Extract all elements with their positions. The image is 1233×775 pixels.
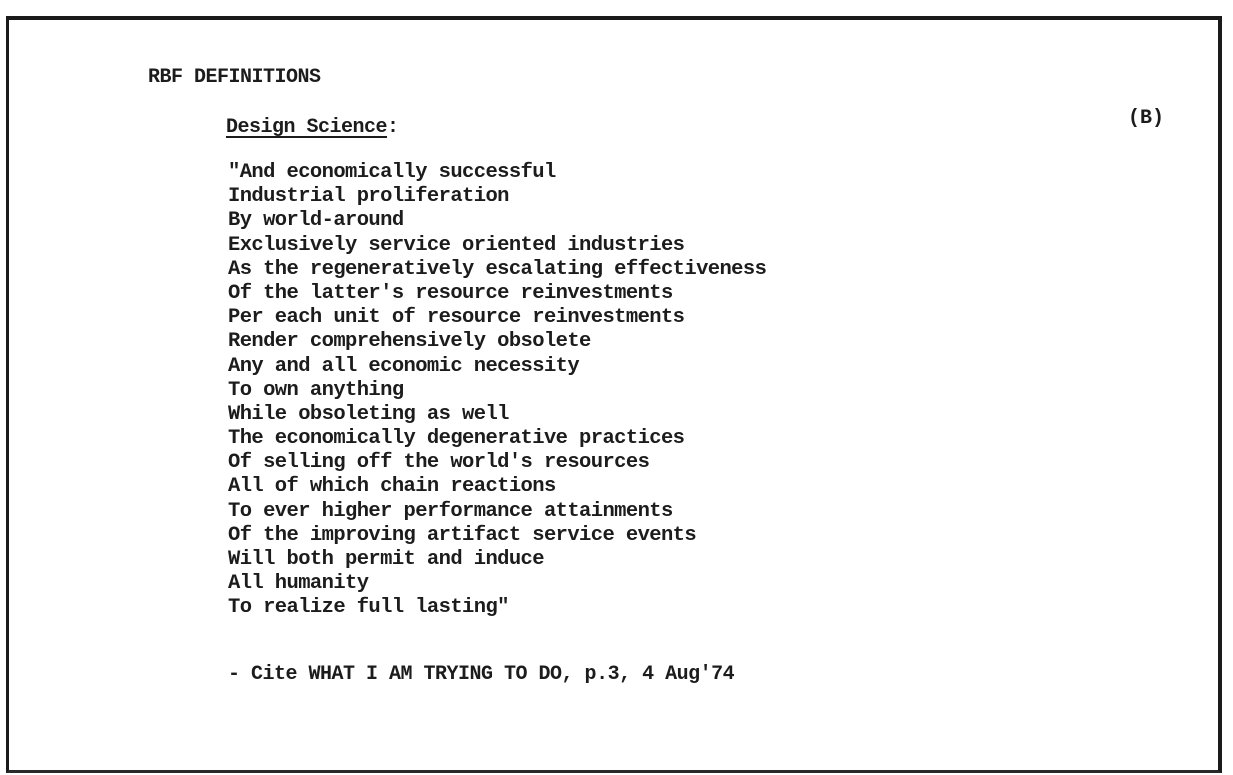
quote-line: The economically degenerative practices: [228, 427, 685, 451]
term-heading: [226, 116, 399, 139]
quote-line: As the regeneratively escalating effectiveness: [228, 257, 767, 281]
citation: - Cite WHAT I AM TRYING TO DO, p.3, 4 Aug'74: [228, 663, 735, 686]
quote-line: Any and all economic necessity: [228, 354, 580, 378]
quote-line: Render comprehensively obsolete: [228, 330, 591, 354]
quote-line: Per each unit of resource reinvestments: [228, 306, 685, 330]
document-title: RBF DEFINITIONS: [148, 66, 321, 89]
definition-quote: [228, 161, 766, 621]
quote-line: "And economically successful: [228, 161, 556, 184]
quote-line: To own anything: [228, 378, 404, 402]
quote-line: Exclusively service oriented industries: [228, 233, 685, 257]
quote-line: To realize full lasting": [228, 596, 509, 620]
quote-line: Of the improving artifact service events: [228, 523, 697, 547]
quote-line: To ever higher performance attainments: [228, 499, 673, 523]
section-code: (B): [1128, 107, 1165, 130]
quote-line: By world-around: [228, 209, 404, 233]
quote-line: All of which chain reactions: [228, 475, 556, 499]
term-colon: :: [387, 116, 399, 139]
term-label: Design Science: [226, 116, 388, 139]
quote-line: Will both permit and induce: [228, 548, 544, 571]
quote-line: All humanity: [228, 572, 369, 596]
quote-line: While obsoleting as well: [228, 402, 509, 426]
quote-line: Industrial proliferation: [228, 185, 509, 209]
quote-line: Of selling off the world's resources: [228, 451, 650, 475]
quote-line: Of the latter's resource reinvestments: [228, 281, 673, 305]
